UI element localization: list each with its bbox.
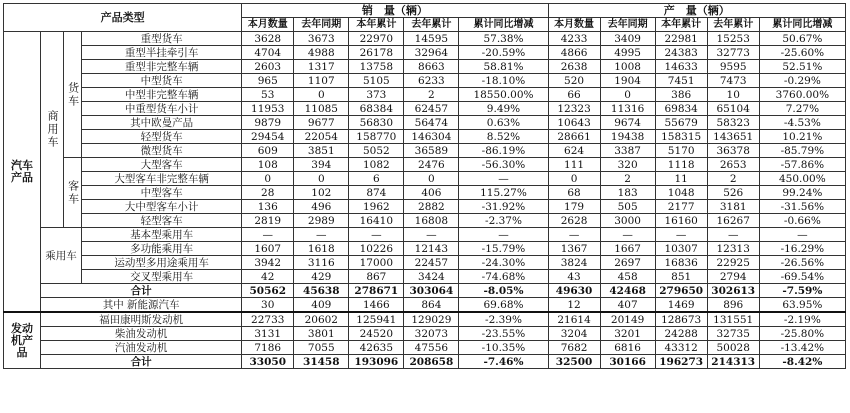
production-cell: -2.19% — [759, 312, 845, 327]
row-label: 合计 — [41, 355, 242, 369]
production-cell: 505 — [600, 200, 655, 214]
production-cell: 3824 — [548, 256, 600, 270]
group-label-commercial: 商用车 — [41, 32, 64, 228]
sales-cell: 146304 — [404, 130, 459, 144]
sales-cell: 102 — [294, 186, 349, 200]
production-cell: 20149 — [600, 312, 655, 327]
row-label: 重型半挂牵引车 — [82, 46, 242, 60]
sales-cell: 373 — [349, 88, 404, 102]
sales-cell: 16808 — [404, 214, 459, 228]
sales-cell: 1107 — [294, 74, 349, 88]
production-cell: 1118 — [655, 158, 707, 172]
row-label: 大型客车 — [82, 158, 242, 172]
sales-cell: 8663 — [404, 60, 459, 74]
production-cell: 302613 — [707, 284, 759, 298]
sales-cell: — — [294, 228, 349, 242]
row-label: 轻型客车 — [82, 214, 242, 228]
sales-cell: 32964 — [404, 46, 459, 60]
production-cell: -16.29% — [759, 242, 845, 256]
production-cell: 3000 — [600, 214, 655, 228]
production-cell: 55679 — [655, 116, 707, 130]
column-header: 去年累计 — [404, 18, 459, 32]
production-cell: 2628 — [548, 214, 600, 228]
sales-cell: — — [242, 228, 294, 242]
production-cell: 24383 — [655, 46, 707, 60]
production-cell: — — [655, 228, 707, 242]
production-cell: 158315 — [655, 130, 707, 144]
sales-cell: 3628 — [242, 32, 294, 46]
sales-cell: -23.55% — [459, 327, 548, 341]
production-cell: 1048 — [655, 186, 707, 200]
row-label: 多功能乘用车 — [82, 242, 242, 256]
sales-cell: 3801 — [294, 327, 349, 341]
row-label: 中型非完整车辆 — [82, 88, 242, 102]
sales-cell: 3131 — [242, 327, 294, 341]
sales-cell: -8.05% — [459, 284, 548, 298]
production-cell: 66 — [548, 88, 600, 102]
production-cell: 49630 — [548, 284, 600, 298]
production-cell: — — [600, 228, 655, 242]
sales-cell: 0 — [404, 172, 459, 186]
sales-cell: 56474 — [404, 116, 459, 130]
production-cell: 111 — [548, 158, 600, 172]
sales-cell: 9677 — [294, 116, 349, 130]
sales-cell: 1466 — [349, 298, 404, 313]
row-label: 中型货车 — [82, 74, 242, 88]
production-cell: 279650 — [655, 284, 707, 298]
production-cell: 99.24% — [759, 186, 845, 200]
sales-cell: 18550.00% — [459, 88, 548, 102]
sales-cell: 5105 — [349, 74, 404, 88]
sales-cell: 32073 — [404, 327, 459, 341]
row-label: 汽油发动机 — [41, 341, 242, 355]
sales-cell: 10226 — [349, 242, 404, 256]
production-cell: -8.42% — [759, 355, 845, 369]
production-cell: 16836 — [655, 256, 707, 270]
production-cell: 69834 — [655, 102, 707, 116]
row-label: 基本型乘用车 — [82, 228, 242, 242]
production-cell: 21614 — [548, 312, 600, 327]
group-label-engine: 发动机产品 — [4, 312, 41, 369]
production-cell: 7.27% — [759, 102, 845, 116]
group-label-auto: 汽车产品 — [4, 32, 41, 313]
production-header: 产 量（辆） — [548, 4, 845, 18]
row-label: 中型客车 — [82, 186, 242, 200]
sales-cell: 125941 — [349, 312, 404, 327]
sales-cell: — — [459, 172, 548, 186]
sales-cell: 47556 — [404, 341, 459, 355]
sales-cell: 496 — [294, 200, 349, 214]
sales-cell: -20.59% — [459, 46, 548, 60]
sales-cell: 28 — [242, 186, 294, 200]
sales-cell: -2.37% — [459, 214, 548, 228]
production-cell: 196273 — [655, 355, 707, 369]
production-cell: 520 — [548, 74, 600, 88]
sales-cell: 2603 — [242, 60, 294, 74]
production-cell: 851 — [655, 270, 707, 284]
production-cell: 407 — [600, 298, 655, 313]
sales-cell: 42 — [242, 270, 294, 284]
production-cell: — — [759, 228, 845, 242]
production-cell: 3181 — [707, 200, 759, 214]
sales-cell: 193096 — [349, 355, 404, 369]
sales-cell: 874 — [349, 186, 404, 200]
production-cell: 65104 — [707, 102, 759, 116]
production-cell: 22981 — [655, 32, 707, 46]
production-cell: 16160 — [655, 214, 707, 228]
sales-cell: 406 — [404, 186, 459, 200]
row-label: 重型非完整车辆 — [82, 60, 242, 74]
sales-cell: 12143 — [404, 242, 459, 256]
column-header: 本年累计 — [655, 18, 707, 32]
sales-cell: 0.63% — [459, 116, 548, 130]
sales-cell: 864 — [404, 298, 459, 313]
production-cell: -26.56% — [759, 256, 845, 270]
sales-cell: 3116 — [294, 256, 349, 270]
sales-cell: 136 — [242, 200, 294, 214]
sales-cell: 31458 — [294, 355, 349, 369]
sales-cell: 53 — [242, 88, 294, 102]
sales-cell: 2882 — [404, 200, 459, 214]
production-cell: 50028 — [707, 341, 759, 355]
sales-cell: 108 — [242, 158, 294, 172]
production-cell: -25.60% — [759, 46, 845, 60]
sales-cell: — — [459, 228, 548, 242]
production-cell: -4.53% — [759, 116, 845, 130]
production-cell: -57.86% — [759, 158, 845, 172]
production-cell: — — [707, 228, 759, 242]
production-cell: 43 — [548, 270, 600, 284]
sales-cell: 16410 — [349, 214, 404, 228]
sales-cell: -31.92% — [459, 200, 548, 214]
group-label-passenger: 乘用车 — [41, 228, 82, 284]
production-cell: 58323 — [707, 116, 759, 130]
sales-cell: 429 — [294, 270, 349, 284]
sales-cell: 13758 — [349, 60, 404, 74]
column-header: 累计同比增减 — [759, 18, 845, 32]
production-cell: 19438 — [600, 130, 655, 144]
production-cell: 43312 — [655, 341, 707, 355]
production-cell: 2794 — [707, 270, 759, 284]
production-cell: 214313 — [707, 355, 759, 369]
sales-cell: 11085 — [294, 102, 349, 116]
production-cell: 1367 — [548, 242, 600, 256]
production-sales-table — [3, 3, 846, 369]
production-cell: 4995 — [600, 46, 655, 60]
sales-cell: — — [349, 228, 404, 242]
row-label: 大型客车非完整车辆 — [82, 172, 242, 186]
production-cell: 30166 — [600, 355, 655, 369]
production-cell: 11316 — [600, 102, 655, 116]
sales-cell: 22970 — [349, 32, 404, 46]
sales-cell: 158770 — [349, 130, 404, 144]
production-cell: 32735 — [707, 327, 759, 341]
sales-header: 销 量（辆） — [242, 4, 548, 18]
production-cell: 526 — [707, 186, 759, 200]
sales-cell: 278671 — [349, 284, 404, 298]
production-cell: -0.29% — [759, 74, 845, 88]
row-label: 微型货车 — [82, 144, 242, 158]
production-cell: 12323 — [548, 102, 600, 116]
production-cell: 320 — [600, 158, 655, 172]
production-cell: 2 — [600, 172, 655, 186]
sales-cell: 965 — [242, 74, 294, 88]
sales-cell: 3673 — [294, 32, 349, 46]
sales-cell: 36589 — [404, 144, 459, 158]
sales-cell: -24.30% — [459, 256, 548, 270]
sales-cell: 6233 — [404, 74, 459, 88]
production-cell: 2 — [707, 172, 759, 186]
sales-cell: 22733 — [242, 312, 294, 327]
production-cell: 22925 — [707, 256, 759, 270]
production-cell: -85.79% — [759, 144, 845, 158]
sales-cell: 26178 — [349, 46, 404, 60]
production-cell: 10307 — [655, 242, 707, 256]
row-label: 柴油发动机 — [41, 327, 242, 341]
sales-cell: 0 — [242, 172, 294, 186]
sales-cell: -56.30% — [459, 158, 548, 172]
sales-cell: 4704 — [242, 46, 294, 60]
sales-cell: 303064 — [404, 284, 459, 298]
sales-cell: 69.68% — [459, 298, 548, 313]
production-cell: 3409 — [600, 32, 655, 46]
sales-cell: 29454 — [242, 130, 294, 144]
production-cell: 32500 — [548, 355, 600, 369]
sales-cell: 609 — [242, 144, 294, 158]
sales-cell: 45638 — [294, 284, 349, 298]
row-label: 重型货车 — [82, 32, 242, 46]
production-cell: 7451 — [655, 74, 707, 88]
row-label: 合计 — [41, 284, 242, 298]
production-cell: 3204 — [548, 327, 600, 341]
production-cell: 1469 — [655, 298, 707, 313]
sales-cell: -18.10% — [459, 74, 548, 88]
production-cell: 2638 — [548, 60, 600, 74]
sales-cell: 9.49% — [459, 102, 548, 116]
sales-cell: 17000 — [349, 256, 404, 270]
column-header: 本月数量 — [548, 18, 600, 32]
sales-cell: -15.79% — [459, 242, 548, 256]
production-cell: 63.95% — [759, 298, 845, 313]
production-cell: 143651 — [707, 130, 759, 144]
production-cell: 14633 — [655, 60, 707, 74]
sales-cell: 1607 — [242, 242, 294, 256]
sales-cell: 62457 — [404, 102, 459, 116]
production-cell: 3201 — [600, 327, 655, 341]
row-label: 中重型货车小计 — [82, 102, 242, 116]
sales-cell: 20602 — [294, 312, 349, 327]
production-cell: 450.00% — [759, 172, 845, 186]
production-cell: 183 — [600, 186, 655, 200]
production-cell: 28661 — [548, 130, 600, 144]
sales-cell: 50562 — [242, 284, 294, 298]
production-cell: -7.59% — [759, 284, 845, 298]
production-cell: -69.54% — [759, 270, 845, 284]
column-header: 本年累计 — [349, 18, 404, 32]
sales-cell: 409 — [294, 298, 349, 313]
sales-cell: -7.46% — [459, 355, 548, 369]
column-header: 去年同期 — [600, 18, 655, 32]
sales-cell: 115.27% — [459, 186, 548, 200]
sales-cell: 2989 — [294, 214, 349, 228]
production-cell: 3387 — [600, 144, 655, 158]
production-cell: -25.80% — [759, 327, 845, 341]
sales-cell: 129029 — [404, 312, 459, 327]
sales-cell: 2 — [404, 88, 459, 102]
production-cell: 10 — [707, 88, 759, 102]
production-cell: 3760.00% — [759, 88, 845, 102]
production-cell: 32773 — [707, 46, 759, 60]
sales-cell: -2.39% — [459, 312, 548, 327]
sales-cell: 33050 — [242, 355, 294, 369]
production-cell: 2177 — [655, 200, 707, 214]
production-cell: 4866 — [548, 46, 600, 60]
row-label: 其中 新能源汽车 — [41, 298, 242, 313]
production-cell: 42468 — [600, 284, 655, 298]
production-cell: 10.21% — [759, 130, 845, 144]
production-cell: 128673 — [655, 312, 707, 327]
sales-cell: 867 — [349, 270, 404, 284]
sales-cell: -74.68% — [459, 270, 548, 284]
production-cell: 12 — [548, 298, 600, 313]
production-cell: 36378 — [707, 144, 759, 158]
production-cell: 1667 — [600, 242, 655, 256]
production-cell: 0 — [548, 172, 600, 186]
sales-cell: 1962 — [349, 200, 404, 214]
sales-cell: 4988 — [294, 46, 349, 60]
production-cell: 52.51% — [759, 60, 845, 74]
sales-cell: 7055 — [294, 341, 349, 355]
sales-cell: 2819 — [242, 214, 294, 228]
production-cell: 1904 — [600, 74, 655, 88]
production-cell: 624 — [548, 144, 600, 158]
sales-cell: 22054 — [294, 130, 349, 144]
production-cell: -13.42% — [759, 341, 845, 355]
production-cell: 2653 — [707, 158, 759, 172]
sales-cell: 208658 — [404, 355, 459, 369]
sales-cell: — — [404, 228, 459, 242]
production-cell: 7473 — [707, 74, 759, 88]
product-type-header: 产品类型 — [4, 4, 242, 32]
sales-cell: 68384 — [349, 102, 404, 116]
sales-cell: 1082 — [349, 158, 404, 172]
production-cell: 386 — [655, 88, 707, 102]
sales-cell: 8.52% — [459, 130, 548, 144]
column-header: 去年同期 — [294, 18, 349, 32]
production-cell: — — [548, 228, 600, 242]
sales-cell: -86.19% — [459, 144, 548, 158]
production-cell: 458 — [600, 270, 655, 284]
production-cell: 11 — [655, 172, 707, 186]
sales-cell: 22457 — [404, 256, 459, 270]
sales-cell: 3424 — [404, 270, 459, 284]
sales-cell: 1618 — [294, 242, 349, 256]
production-cell: 15253 — [707, 32, 759, 46]
sales-cell: 14595 — [404, 32, 459, 46]
sales-cell: 5052 — [349, 144, 404, 158]
sales-cell: 58.81% — [459, 60, 548, 74]
production-cell: 10643 — [548, 116, 600, 130]
production-cell: 50.67% — [759, 32, 845, 46]
sales-cell: 9879 — [242, 116, 294, 130]
sales-cell: 1317 — [294, 60, 349, 74]
column-header: 本月数量 — [242, 18, 294, 32]
production-cell: 24288 — [655, 327, 707, 341]
row-label: 轻型货车 — [82, 130, 242, 144]
column-header: 累计同比增减 — [459, 18, 548, 32]
production-cell: 4233 — [548, 32, 600, 46]
production-cell: 6816 — [600, 341, 655, 355]
group-label-truck: 货车 — [64, 32, 82, 158]
production-cell: -31.56% — [759, 200, 845, 214]
sales-cell: 3851 — [294, 144, 349, 158]
sales-cell: 0 — [294, 88, 349, 102]
sales-cell: 11953 — [242, 102, 294, 116]
sales-cell: 56830 — [349, 116, 404, 130]
sales-cell: 42635 — [349, 341, 404, 355]
production-cell: 131551 — [707, 312, 759, 327]
production-cell: -0.66% — [759, 214, 845, 228]
production-cell: 5170 — [655, 144, 707, 158]
sales-cell: 24520 — [349, 327, 404, 341]
sales-cell: 6 — [349, 172, 404, 186]
sales-cell: 2476 — [404, 158, 459, 172]
production-cell: 1008 — [600, 60, 655, 74]
production-cell: 9674 — [600, 116, 655, 130]
row-label: 运动型多用途乘用车 — [82, 256, 242, 270]
production-cell: 16267 — [707, 214, 759, 228]
sales-cell: -10.35% — [459, 341, 548, 355]
production-cell: 12313 — [707, 242, 759, 256]
column-header: 去年累计 — [707, 18, 759, 32]
row-label: 交叉型乘用车 — [82, 270, 242, 284]
sales-cell: 7186 — [242, 341, 294, 355]
production-cell: 896 — [707, 298, 759, 313]
row-label: 大中型客车小计 — [82, 200, 242, 214]
row-label: 福田康明斯发动机 — [41, 312, 242, 327]
sales-cell: 0 — [294, 172, 349, 186]
sales-cell: 394 — [294, 158, 349, 172]
sales-cell: 57.38% — [459, 32, 548, 46]
production-cell: 68 — [548, 186, 600, 200]
row-label: 其中欧曼产品 — [82, 116, 242, 130]
production-cell: 0 — [600, 88, 655, 102]
sales-cell: 30 — [242, 298, 294, 313]
production-cell: 9595 — [707, 60, 759, 74]
group-label-bus: 客车 — [64, 158, 82, 228]
production-cell: 2697 — [600, 256, 655, 270]
production-cell: 179 — [548, 200, 600, 214]
production-cell: 7682 — [548, 341, 600, 355]
sales-cell: 3942 — [242, 256, 294, 270]
